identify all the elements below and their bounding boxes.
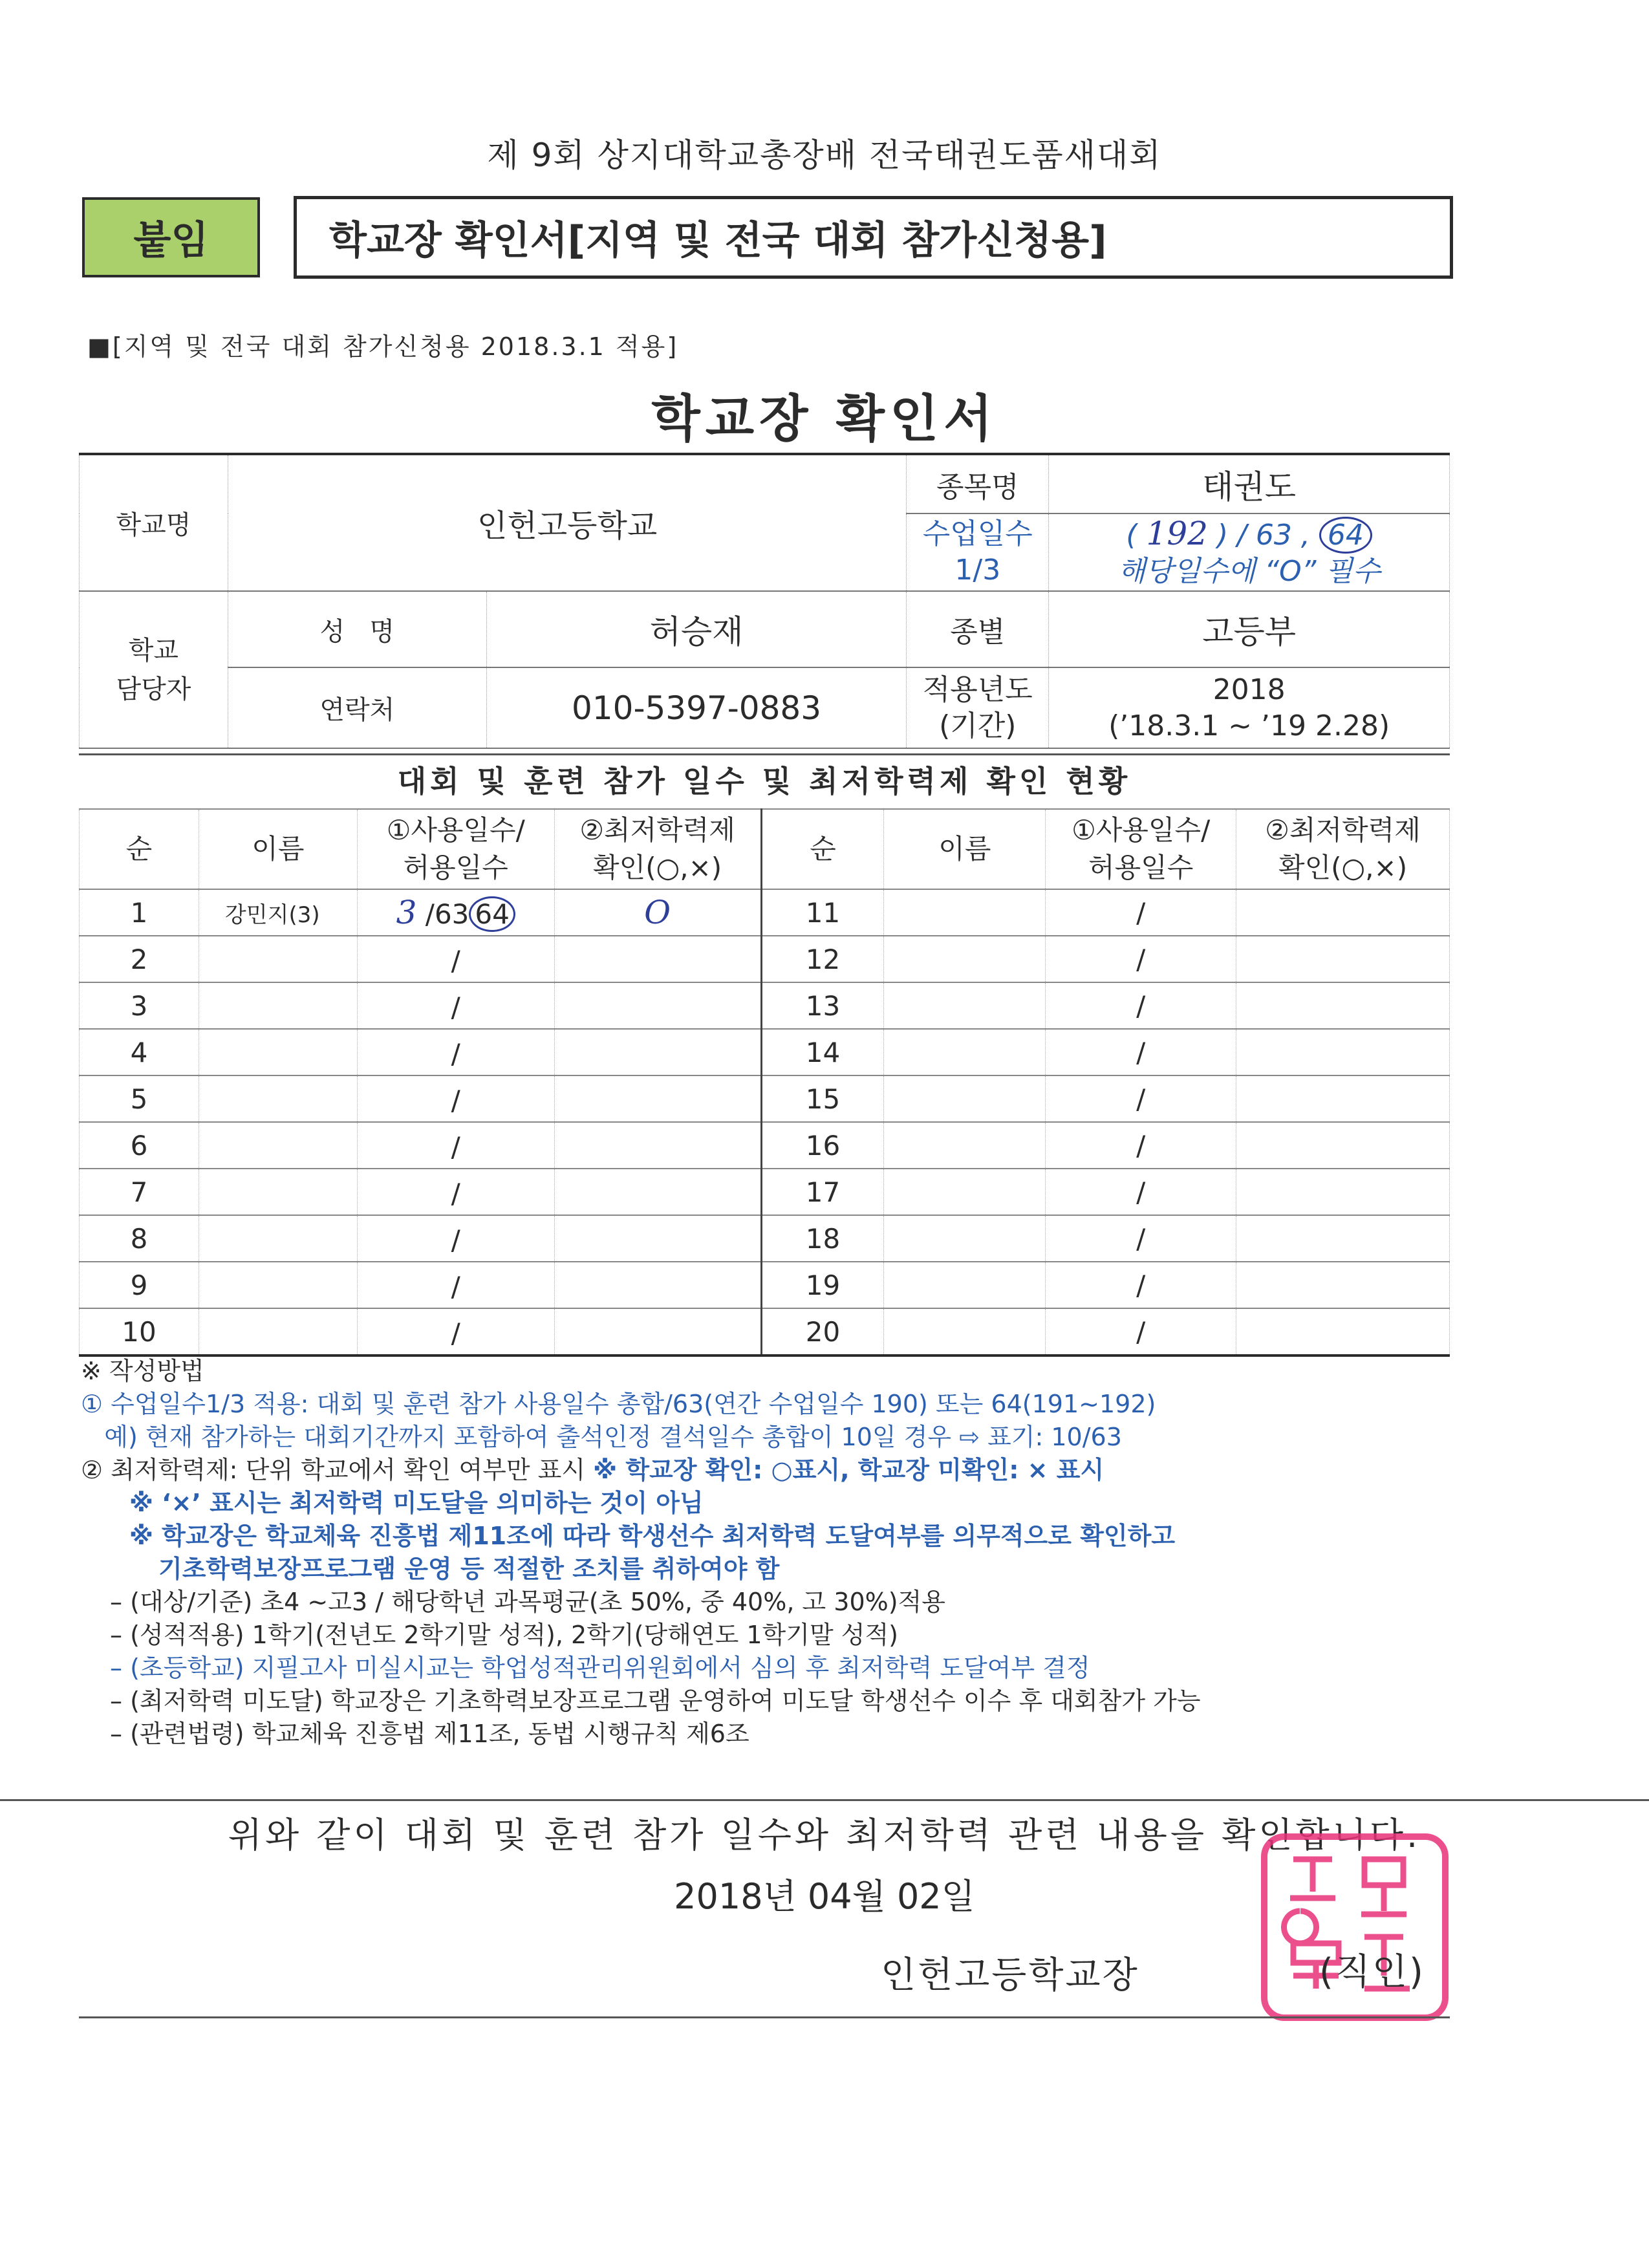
row-check-left <box>554 1308 761 1355</box>
col-academic-right-line2: 확인(○,×) <box>1278 852 1408 883</box>
row-no-left: 10 <box>80 1308 199 1355</box>
row-name-right <box>884 889 1046 936</box>
roster-table <box>79 808 1450 1357</box>
note-line-6: 기초학력보장프로그램 운영 등 적절한 조치를 취하여야 함 <box>158 1555 780 1583</box>
note-line-3 <box>81 1454 1465 1487</box>
col-academic-right-line1: ②최저학력제 <box>1265 814 1421 846</box>
name-value: 허승재 <box>486 591 907 667</box>
year-value <box>1049 667 1450 748</box>
class-days-value <box>1049 513 1450 591</box>
row-no-right: 15 <box>761 1075 884 1122</box>
note-line-11: – (관련법령) 학교체육 진흥법 제11조, 동법 시행규칙 제6조 <box>110 1720 749 1748</box>
col-days-right-line2: 허용일수 <box>1088 852 1194 883</box>
note-line-5: ※ 학교장은 학교체육 진흥법 제11조에 따라 학생선수 최저학력 도달여부를 의무적으로 확인하고 <box>129 1522 1176 1550</box>
col-days-left-line1: ①사용일수/ <box>386 814 525 846</box>
writing-instructions <box>81 1355 1465 1751</box>
school-label: 학교명 <box>80 454 228 591</box>
table-row <box>80 1308 1450 1355</box>
row-name-left <box>199 1075 357 1122</box>
phone-label: 연락처 <box>228 667 486 748</box>
row-no-right: 11 <box>761 889 884 936</box>
confirmation-sentence: 위와 같이 대회 및 훈련 참가 일수와 최저학력 관련 내용을 확인합니다. <box>0 1799 1649 1857</box>
days-slash: / <box>451 1131 460 1163</box>
row-check-right <box>1236 1169 1450 1215</box>
row-days-left <box>357 1122 554 1169</box>
notes-heading: ※ 작성방법 <box>81 1357 204 1385</box>
row-name-right <box>884 982 1046 1029</box>
bottom-rule <box>79 2016 1450 2018</box>
days-allowed-circled: 64 <box>469 896 515 932</box>
row-name-left <box>199 1262 357 1308</box>
row-name-right <box>884 1262 1046 1308</box>
row-check-right <box>1236 1029 1450 1075</box>
table-row <box>80 1029 1450 1075</box>
row-check-left: O <box>554 889 761 936</box>
days-slash: / <box>451 1271 460 1302</box>
row-name-right <box>884 1215 1046 1262</box>
row-days-right: / <box>1046 1262 1236 1308</box>
col-days-left-line2: 허용일수 <box>403 852 508 883</box>
note-line-9: – (초등학교) 지필고사 미실시교는 학업성적관리위원회에서 심의 후 최저학력 도달여부 결정 <box>110 1654 1090 1682</box>
col-days-right <box>1046 809 1236 889</box>
row-days-left <box>357 1308 554 1355</box>
note-line-1: ① 수업일수1/3 적용: 대회 및 훈련 참가 사용일수 총합/63(연간 수업일수 190) 또는 64(191~192) <box>81 1390 1156 1418</box>
row-name-left <box>199 982 357 1029</box>
row-name-left <box>199 1308 357 1355</box>
contact-person-label-line1: 학교 <box>128 635 179 665</box>
class-days-label-line1: 수업일수 <box>922 517 1033 550</box>
col-academic-right <box>1236 809 1450 889</box>
applies-note: ■[지역 및 전국 대회 참가신청용 2018.3.1 적용] <box>87 332 679 361</box>
event-value: 태권도 <box>1049 454 1450 513</box>
class-days-label-line2: 1/3 <box>954 554 1001 587</box>
school-value: 인헌고등학교 <box>228 454 906 591</box>
row-days-right: / <box>1046 1075 1236 1122</box>
row-no-left: 2 <box>80 936 199 982</box>
year-label-line1: 적용년도 <box>922 673 1033 706</box>
col-academic-left-line1: ②최저학력제 <box>579 814 735 846</box>
days-slash: / <box>451 1178 460 1209</box>
days-slash: / <box>451 945 460 977</box>
days-used: 3 <box>396 894 417 931</box>
row-check-left <box>554 936 761 982</box>
table-row <box>80 889 1450 936</box>
row-check-right <box>1236 1122 1450 1169</box>
row-days-left <box>357 889 554 936</box>
row-no-left: 6 <box>80 1122 199 1169</box>
row-check-left <box>554 1215 761 1262</box>
row-no-right: 17 <box>761 1169 884 1215</box>
division-label: 종별 <box>907 591 1049 667</box>
days-slash: / <box>451 1317 460 1349</box>
row-check-right <box>1236 1308 1450 1355</box>
year-period: (’18.3.1 ~ ’19 2.28) <box>1108 709 1390 742</box>
table-row <box>80 936 1450 982</box>
table-row <box>80 1075 1450 1122</box>
row-no-right: 14 <box>761 1029 884 1075</box>
summary-title: 대회 및 훈련 참가 일수 및 최저학력제 확인 현황 <box>79 753 1450 807</box>
row-name-left <box>199 1169 357 1215</box>
col-name-left: 이름 <box>199 809 357 889</box>
class-days-value-line <box>1049 515 1449 554</box>
row-days-right: / <box>1046 982 1236 1029</box>
row-check-right <box>1236 982 1450 1029</box>
row-days-right: / <box>1046 1029 1236 1075</box>
row-name-left <box>199 1215 357 1262</box>
row-check-right <box>1236 936 1450 982</box>
row-name-left <box>199 1029 357 1075</box>
days-slash: / <box>451 1038 460 1070</box>
contact-person-label <box>80 591 228 748</box>
row-check-left <box>554 1029 761 1075</box>
confirmation-date: 2018년 04월 02일 <box>674 1876 975 1917</box>
division-value: 고등부 <box>1049 591 1450 667</box>
days-rest: ) / 63 , <box>1216 518 1310 552</box>
row-check-left <box>554 1169 761 1215</box>
contact-person-label-line2: 담당자 <box>116 674 191 704</box>
class-days-label <box>907 513 1049 591</box>
row-check-right <box>1236 1075 1450 1122</box>
name-label: 성 명 <box>228 591 486 667</box>
phone-value: 010-5397-0883 <box>486 667 907 748</box>
row-no-right: 13 <box>761 982 884 1029</box>
table-row <box>80 1122 1450 1169</box>
year-value-line1: 2018 <box>1212 673 1286 706</box>
row-days-right: / <box>1046 1308 1236 1355</box>
days-slash: / <box>451 991 460 1023</box>
days-slash: / <box>451 1224 460 1256</box>
col-academic-left <box>554 809 761 889</box>
col-academic-left-line2: 확인(○,×) <box>593 852 722 883</box>
note-line-4: ※ ‘×’ 표시는 최저학력 미도달을 의미하는 것이 아님 <box>129 1489 704 1517</box>
seal-caption: (직인) <box>1319 1951 1425 1993</box>
days-open-paren: ( <box>1126 518 1137 552</box>
row-no-left: 3 <box>80 982 199 1029</box>
row-days-left <box>357 982 554 1029</box>
row-no-left: 8 <box>80 1215 199 1262</box>
year-label <box>907 667 1049 748</box>
row-days-right: / <box>1046 1169 1236 1215</box>
table-row <box>80 1262 1450 1308</box>
row-check-left <box>554 982 761 1029</box>
class-days-note: 해당일수에 “O” 필수 <box>1117 554 1381 588</box>
row-name-right <box>884 1169 1046 1215</box>
row-days-left <box>357 1215 554 1262</box>
table-row <box>80 1169 1450 1215</box>
row-no-left: 4 <box>80 1029 199 1075</box>
row-name-left <box>199 936 357 982</box>
row-name-right <box>884 1075 1046 1122</box>
note-line-7: – (대상/기준) 초4 ~고3 / 해당학년 과목평균(초 50%, 중 40%, 고 30%)적용 <box>110 1588 945 1616</box>
row-days-left <box>357 1029 554 1075</box>
row-check-left <box>554 1122 761 1169</box>
col-no-right: 순 <box>761 809 884 889</box>
days-handwritten: 192 <box>1146 514 1208 552</box>
row-name-left <box>199 1122 357 1169</box>
days-circled: 64 <box>1319 517 1372 554</box>
event-label: 종목명 <box>907 454 1049 513</box>
year-label-line2: (기간) <box>939 709 1017 742</box>
col-days-right-line1: ①사용일수/ <box>1072 814 1211 846</box>
col-days-left <box>357 809 554 889</box>
row-no-right: 12 <box>761 936 884 982</box>
row-check-right <box>1236 1215 1450 1262</box>
row-no-right: 16 <box>761 1122 884 1169</box>
row-no-right: 19 <box>761 1262 884 1308</box>
row-days-left <box>357 1169 554 1215</box>
annex-label: 붙임 <box>82 197 260 277</box>
row-name-right <box>884 1308 1046 1355</box>
row-name-right <box>884 1029 1046 1075</box>
row-days-left <box>357 1262 554 1308</box>
note-line-3b: ※ 학교장 확인: ○표시, 학교장 미확인: × 표시 <box>593 1456 1105 1484</box>
form-title: 학교장 확인서[지역 및 전국 대회 참가신청용] <box>294 196 1453 279</box>
row-name-right <box>884 936 1046 982</box>
row-days-right: / <box>1046 889 1236 936</box>
row-days-right: / <box>1046 1215 1236 1262</box>
days-slash: / <box>451 1085 460 1116</box>
table-row <box>80 982 1450 1029</box>
note-line-2: 예) 현재 참가하는 대회기간까지 포함하여 출석인정 결석일수 총합이 10일 경우 ⇨ 표기: 10/63 <box>81 1423 1122 1451</box>
note-line-3a: ② 최저학력제: 단위 학교에서 확인 여부만 표시 <box>81 1456 594 1484</box>
note-line-10: – (최저학력 미도달) 학교장은 기초학력보장프로그램 운영하여 미도달 학생선수 이수 후 대회참가 가능 <box>110 1687 1201 1715</box>
row-name-left: 강민지(3) <box>199 889 357 936</box>
row-check-left <box>554 1075 761 1122</box>
row-days-right: / <box>1046 1122 1236 1169</box>
principal-name: 인헌고등학교장 <box>881 1954 1139 1996</box>
event-title: 제 9회 상지대학교총장배 전국태권도품새대회 <box>487 136 1162 174</box>
main-title: 학교장 확인서 <box>651 390 998 448</box>
row-name-right <box>884 1122 1046 1169</box>
row-days-right: / <box>1046 936 1236 982</box>
row-days-left <box>357 936 554 982</box>
row-no-left: 1 <box>80 889 199 936</box>
row-no-left: 9 <box>80 1262 199 1308</box>
row-no-left: 5 <box>80 1075 199 1122</box>
col-no-left: 순 <box>80 809 199 889</box>
table-row <box>80 1215 1450 1262</box>
note-line-8: – (성적적용) 1학기(전년도 2학기말 성적), 2학기(당해연도 1학기말 성적) <box>110 1621 898 1649</box>
col-name-right: 이름 <box>884 809 1046 889</box>
row-no-right: 20 <box>761 1308 884 1355</box>
info-table <box>79 453 1450 749</box>
row-check-left <box>554 1262 761 1308</box>
row-no-left: 7 <box>80 1169 199 1215</box>
row-check-right <box>1236 1262 1450 1308</box>
row-no-right: 18 <box>761 1215 884 1262</box>
roster-body <box>80 889 1450 1355</box>
days-slash: /63 <box>425 898 469 930</box>
row-days-left <box>357 1075 554 1122</box>
row-check-right <box>1236 889 1450 936</box>
